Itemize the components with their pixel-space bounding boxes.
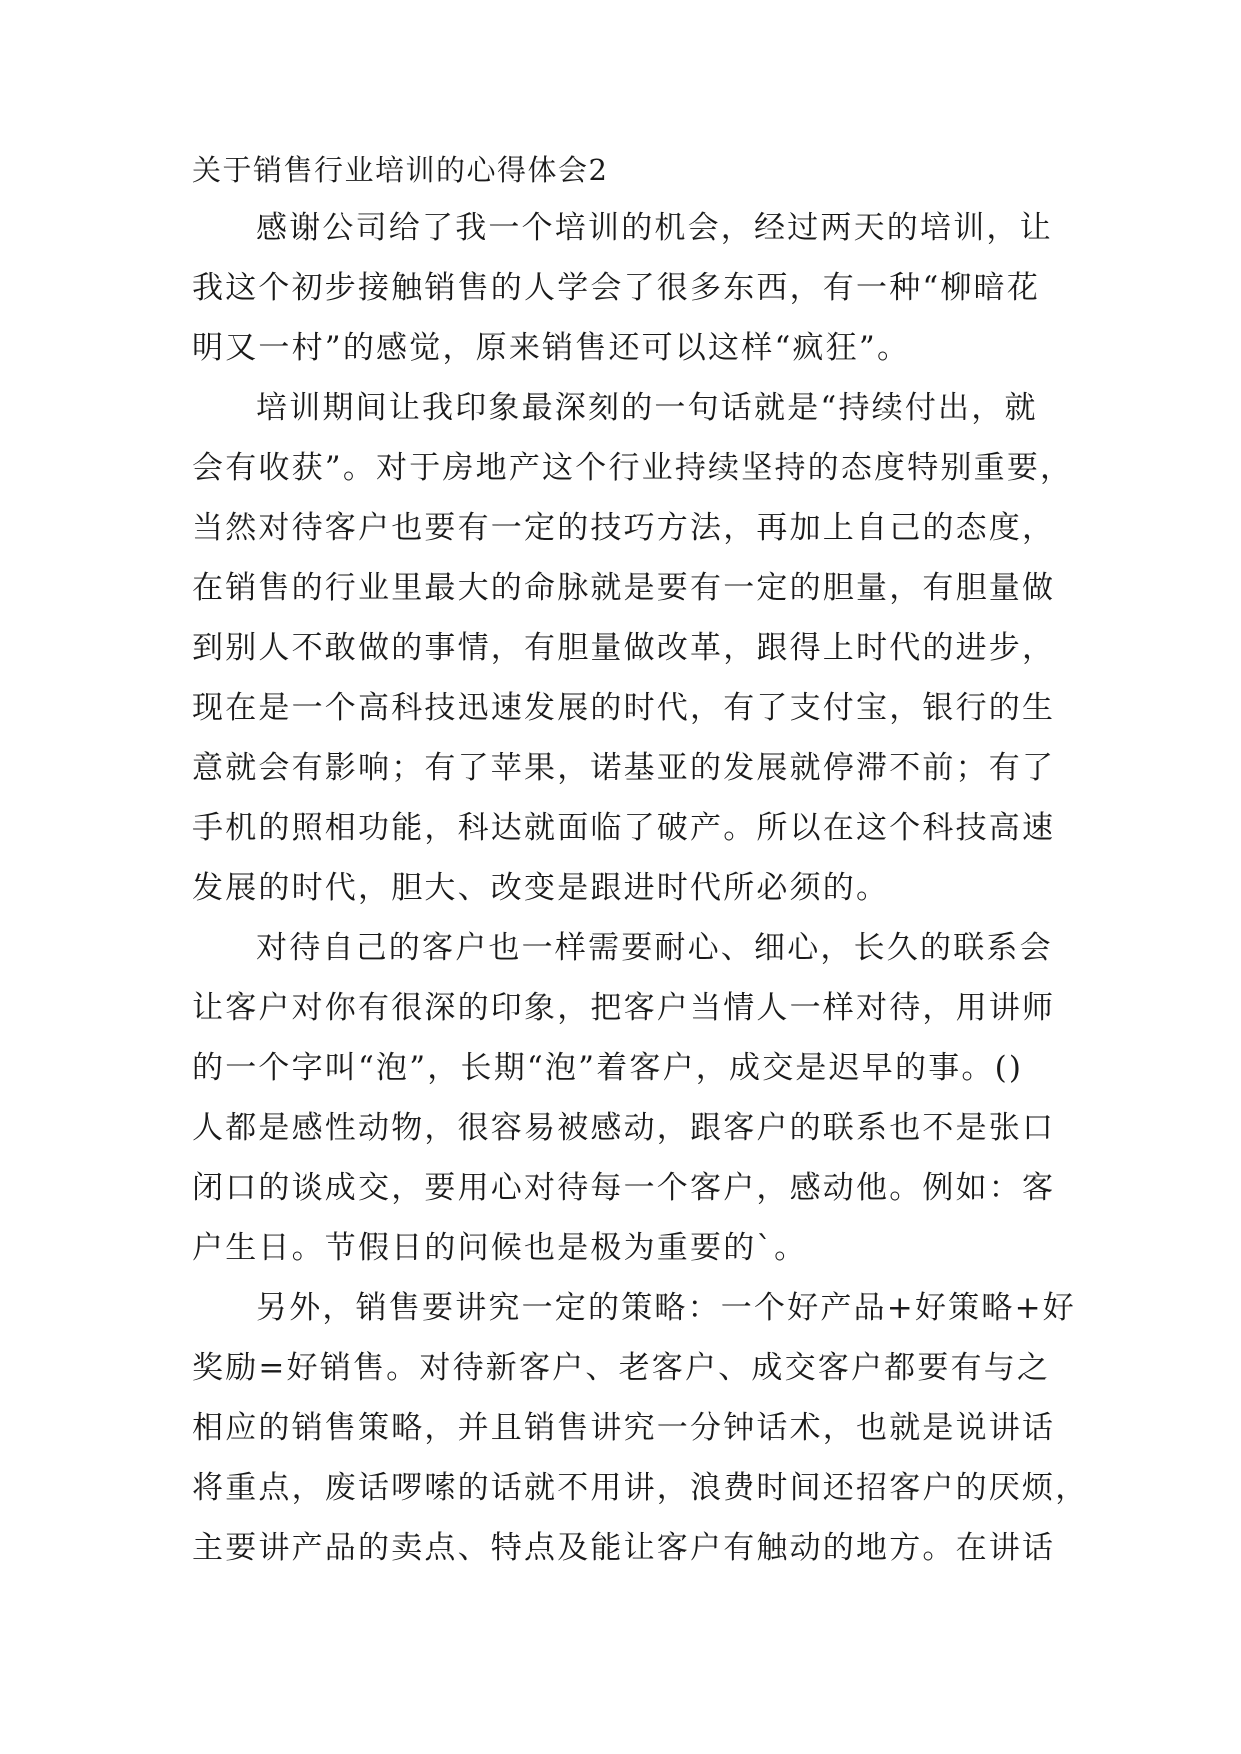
paragraph-2-line-4: 在销售的行业里最大的命脉就是要有一定的胆量，有胆量做 (192, 570, 1056, 606)
paragraph-4-line-3: 相应的销售策略，并且销售讲究一分钟话术，也就是说讲话 (192, 1410, 1056, 1446)
paragraph-4-line-1: 另外，销售要讲究一定的策略：一个好产品+好策略+好 (256, 1290, 1076, 1326)
paragraph-3-line-2: 让客户对你有很深的印象，把客户当情人一样对待，用讲师 (192, 990, 1056, 1026)
paragraph-2-line-7: 意就会有影响；有了苹果，诺基亚的发展就停滞不前；有了 (192, 750, 1056, 786)
paragraph-1-line-3: 明又一村”的感觉，原来销售还可以这样“疯狂”。 (192, 330, 911, 366)
paragraph-2-line-6: 现在是一个高科技迅速发展的时代，有了支付宝，银行的生 (192, 690, 1056, 726)
paragraph-4-line-2: 奖励=好销售。对待新客户、老客户、成交客户都要有与之 (192, 1350, 1051, 1386)
paragraph-4-line-4: 将重点，废话啰嗦的话就不用讲，浪费时间还招客户的厌烦， (192, 1470, 1089, 1506)
paragraph-3-line-6: 户生日。节假日的问候也是极为重要的`。 (192, 1230, 808, 1266)
paragraph-2-line-9: 发展的时代，胆大、改变是跟进时代所必须的。 (192, 870, 890, 906)
paragraph-1-line-2: 我这个初步接触销售的人学会了很多东西，有一种“柳暗花 (192, 270, 1041, 306)
paragraph-1-line-1: 感谢公司给了我一个培训的机会，经过两天的培训，让 (256, 210, 1053, 246)
paragraph-3-line-3: 的一个字叫“泡”，长期“泡”着客户，成交是迟早的事。() (192, 1050, 1024, 1086)
paragraph-2-line-3: 当然对待客户也要有一定的技巧方法，再加上自己的态度， (192, 510, 1056, 546)
paragraph-2-line-1: 培训期间让我印象最深刻的一句话就是“持续付出，就 (256, 390, 1038, 426)
paragraph-2-line-2: 会有收获”。对于房地产这个行业持续坚持的态度特别重要， (192, 450, 1074, 486)
paragraph-2-line-5: 到别人不敢做的事情，有胆量做改革，跟得上时代的进步， (192, 630, 1056, 666)
paragraph-3-line-5: 闭口的谈成交，要用心对待每一个客户，感动他。例如：客 (192, 1170, 1056, 1206)
paragraph-3-line-4: 人都是感性动物，很容易被感动，跟客户的联系也不是张口 (192, 1110, 1056, 1146)
document-title: 关于销售行业培训的心得体会2 (192, 153, 609, 187)
paragraph-4-line-5: 主要讲产品的卖点、特点及能让客户有触动的地方。在讲话 (192, 1530, 1056, 1566)
paragraph-3-line-1: 对待自己的客户也一样需要耐心、细心，长久的联系会 (256, 930, 1053, 966)
paragraph-2-line-8: 手机的照相功能，科达就面临了破产。所以在这个科技高速 (192, 810, 1056, 846)
